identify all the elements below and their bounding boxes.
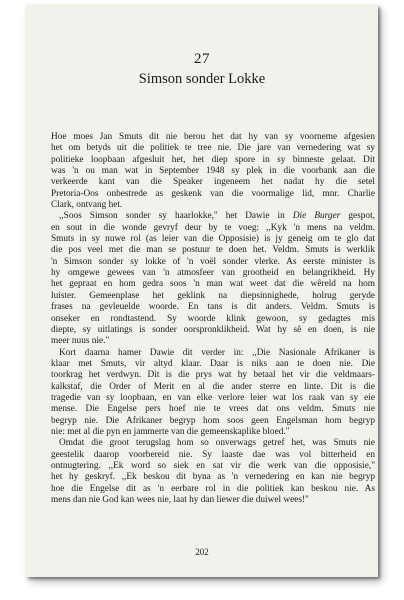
text-line: ,,Soos Simson sonder sy haarlokke," het Dawie in Die Burger gespot, [59, 211, 375, 222]
text-line: en sout in die wonde gevryf deur by te voeg: ,,Kyk 'n mens na veldm. [51, 222, 375, 233]
text-line: toorkrag het verdwyn. Dit is die prys wat hy betaal het vir die veldmaars- [51, 370, 375, 381]
text-line: meer nuus nie." [51, 336, 110, 347]
text-line: Smuts in sy nuwe rol (as leier van die Opposisie) is jy geneig om te glo dat [51, 234, 375, 245]
text-line: diepte, sy uitlatings is sonder oorspronklikheid. Wat hy sê en doen, is nie [51, 324, 375, 335]
text-line: verkeerde kant van die Speaker ingeneem het nadat hy die setel [51, 177, 375, 188]
text-line: het hy geskryf. ,,Ek beskou dit byna as 'n vernedering en kan nie begryp [51, 472, 375, 483]
text-line: klaar met Smuts, vir altyd klaar. Daar is niks aan te doen nie. Die [51, 358, 375, 369]
text-line: tragedie van sy loopbaan, en van elke verlore leier wat los raak van sy eie [51, 392, 375, 403]
text-line: Omdat die groot terugslag hom so onverwags getref het, was Smuts nie [59, 438, 375, 449]
text-line: mense. Die Engelse pers hoef nie te vrees dat ons veldm. Smuts nie [51, 404, 375, 415]
text-line: Clark, ontvang het. [51, 200, 123, 211]
text-line: Pretoria-Oos onbestrede as geskenk van die voormalige lid, mnr. Charlie [51, 188, 375, 199]
book-page [26, 5, 378, 577]
body-text [51, 132, 375, 506]
text-line: mens dan nie God kan wees nie, laat hy dan liewer die duiwel wees!" [51, 495, 309, 505]
text-line: hoe die Engelse dit as 'n eerbare rol in die politiek kan beskou nie. As [51, 483, 375, 494]
text-line: begryp nie. Die Afrikaner begryp hom soos geen Engelsman hom begryp [51, 415, 375, 426]
text-line: Hoe moes Jan Smuts dit nie berou het dat hy van sy voorneme afgesien [51, 132, 375, 142]
chapter-title: Simson sonder Lokke [138, 71, 266, 87]
text-line: hy omgewe gewees van 'n atmosfeer van grootheid en belangrikheid. Hy [51, 268, 375, 279]
page-number: 202 [195, 547, 209, 557]
text-line: was 'n ou man wat in September 1948 sy plek in die voorbank aan die [51, 166, 375, 177]
text-line: politieke loopbaan afgesluit het, het diep spore in sy binneste gelaat. Dit [51, 154, 375, 165]
text-line: 'n Simson sonder sy lokke of 'n voël sonder vlerke. As eerste minister is [51, 256, 375, 267]
text-line: kalkstaf, die Order of Merit en al die ander sterre en linte. Dit is die [51, 381, 375, 392]
chapter-number: 27 [194, 51, 210, 67]
newspaper-name: Die Burger [292, 211, 341, 222]
text-line: het gepraat en hom gedra soos 'n man wat weet dat die wêreld na hom [51, 279, 375, 290]
text-line: frases na gevleuelde woorde. En tans is dit anders. Veldm. Smuts is [51, 302, 375, 313]
text-line: nie: met al die pyn en jammerte van die gemeenskaplike bloed." [51, 426, 290, 437]
text-line: luister. Gemeenplase het geklink na diepsinnighede, holrug geryde [51, 290, 375, 301]
text-line: onseker en rondtastend. Sy woorde klink gewoon, sy gedagtes mis [51, 313, 375, 324]
text-line: geestelik daarop voorbereid nie. Sy laaste dae was vol bitterheid en [51, 449, 375, 460]
text-line: Kort daarna hamer Dawie dit verder in: ,,Die Nasionale Afrikaner is [59, 347, 375, 358]
text-line: die pos veel met die man se postuur te doen het. Veldm. Smuts is werklik [51, 245, 375, 256]
text-line: het om betyds uit die politiek te tree nie. Die jare van vernedering wat sy [51, 143, 375, 154]
text-line: ontnugtering. ,,Ek word so siek en sat vir die werk van die opposisie," [51, 460, 375, 471]
